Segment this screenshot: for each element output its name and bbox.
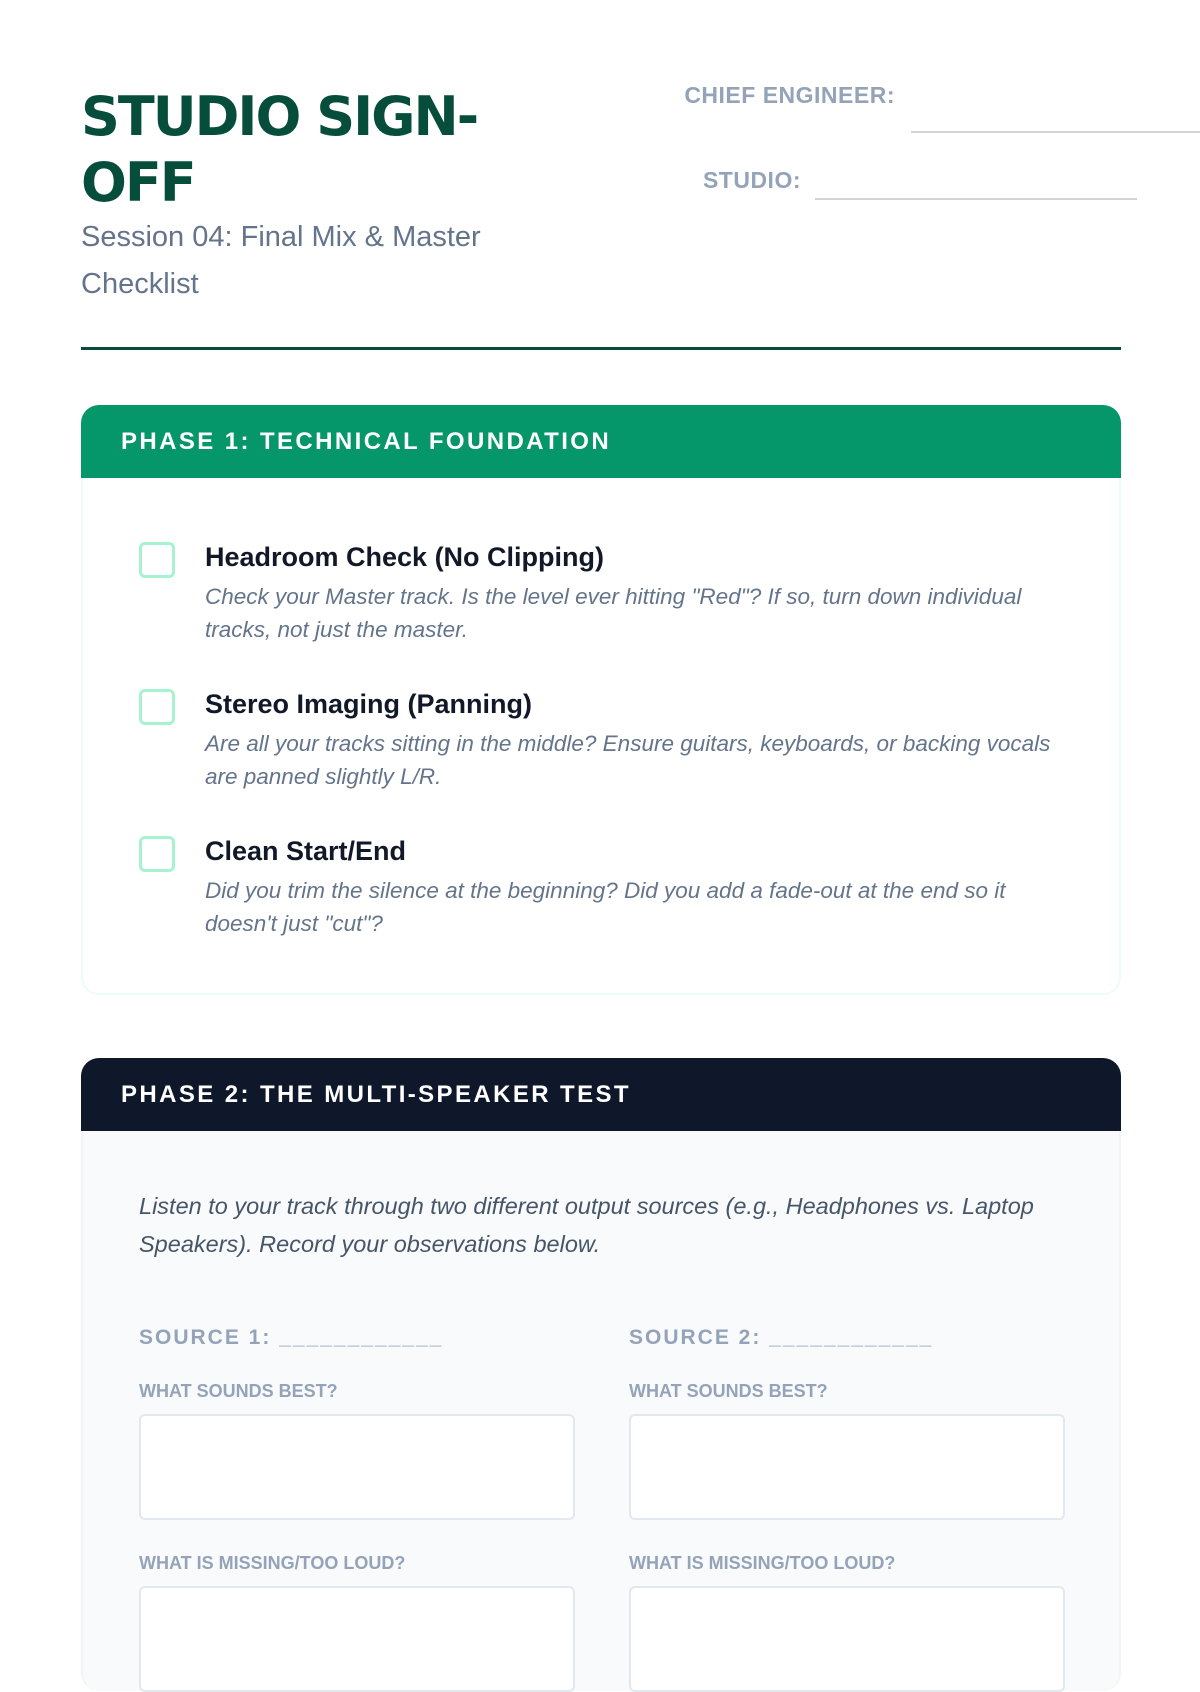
clean-start-end-checkbox[interactable] <box>139 836 175 872</box>
phase-2-body <box>81 1131 1121 1691</box>
source-2-missing-label: WHAT IS MISSING/TOO LOUD? <box>629 1553 896 1573</box>
item-title: Clean Start/End <box>205 836 407 866</box>
item-title: Stereo Imaging (Panning) <box>205 689 533 719</box>
page-header <box>81 0 1121 349</box>
phase-2-section <box>81 1058 1121 1691</box>
studio-input[interactable] <box>815 198 1137 200</box>
page-subtitle: Session 04: Final Mix & Master Checklist <box>81 221 481 300</box>
phase-1-heading: PHASE 1: TECHNICAL FOUNDATION <box>81 405 1121 478</box>
checklist-page <box>81 0 1121 1573</box>
source-1-missing-label: WHAT IS MISSING/TOO LOUD? <box>139 1553 406 1573</box>
phase-1-body <box>81 478 1121 995</box>
item-description: Did you trim the silence at the beginning? Did you add a fade-out at the end so it doesn't just "cut"? <box>205 878 1006 936</box>
source-2-column <box>629 1324 1065 1573</box>
phase-1-section <box>81 405 1121 995</box>
source-2-best-input[interactable] <box>629 1414 1065 1520</box>
headroom-checkbox[interactable] <box>139 542 175 578</box>
chief-engineer-label: CHIEF ENGINEER: <box>684 82 895 108</box>
phase-2-heading: PHASE 2: THE MULTI-SPEAKER TEST <box>81 1058 1121 1131</box>
source-1-missing-input[interactable] <box>139 1586 575 1692</box>
studio-label: STUDIO: <box>702 167 801 193</box>
source-2-missing-input[interactable] <box>629 1586 1065 1692</box>
source-1-best-input[interactable] <box>139 1414 575 1520</box>
page-title: STUDIO SIGN-OFF <box>81 85 478 214</box>
source-2-best-label: WHAT SOUNDS BEST? <box>629 1381 828 1401</box>
item-title: Headroom Check (No Clipping) <box>205 542 605 572</box>
chief-engineer-input[interactable] <box>911 131 1200 133</box>
stereo-imaging-checkbox[interactable] <box>139 689 175 725</box>
item-description: Are all your tracks sitting in the middle? Ensure guitars, keyboards, or backing vocals are panned slightly L/R. <box>205 731 1051 789</box>
phase-2-intro: Listen to your track through two different output sources (e.g., Headphones vs. Laptop Speakers). Record your observations below. <box>139 1193 1034 1257</box>
source-1-label: SOURCE 1: ____________ <box>139 1326 444 1349</box>
source-2-label: SOURCE 2: ____________ <box>629 1326 934 1349</box>
source-1-column <box>139 1324 575 1573</box>
header-divider <box>81 347 1121 350</box>
item-description: Check your Master track. Is the level ever hitting "Red"? If so, turn down individual tracks, not just the master. <box>205 584 1022 642</box>
source-1-best-label: WHAT SOUNDS BEST? <box>139 1381 338 1401</box>
